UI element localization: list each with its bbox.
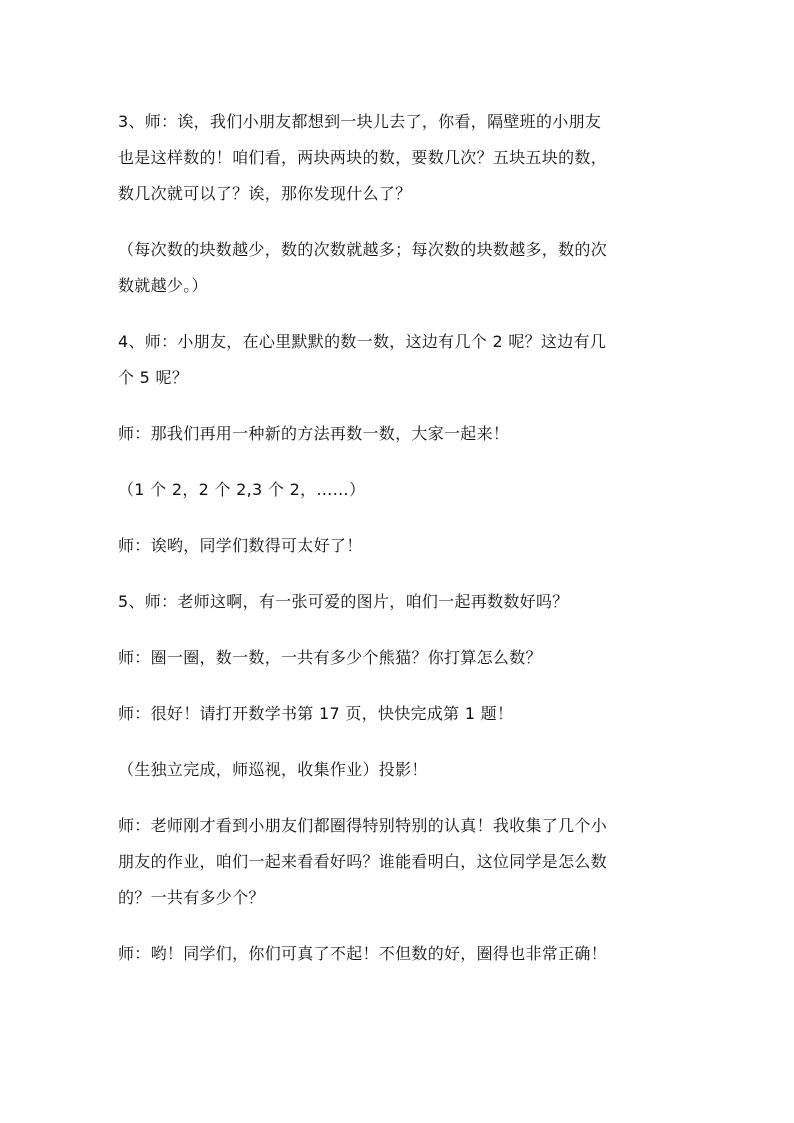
text-line: 师：那我们再用一种新的方法再数一数，大家一起来！	[118, 424, 510, 443]
text-line: 数就越少。）	[118, 276, 208, 295]
paragraph-textbook	[118, 696, 683, 732]
paragraph-3-teacher-question	[118, 104, 683, 212]
text-line: 师：诶哟，同学们数得可太好了！	[118, 536, 363, 555]
text-line: 5、师：老师这啊，有一张可爱的图片，咱们一起再数数好吗？	[118, 592, 569, 611]
paragraph-student-answer	[118, 232, 683, 304]
text-line: 师：很好！请打开数学书第 17 页，快快完成第 1 题！	[118, 704, 514, 723]
text-line: （生独立完成，师巡视，收集作业）投影！	[118, 760, 428, 779]
text-line: （每次数的块数越少，数的次数就越多；每次数的块数越多，数的次	[118, 240, 608, 259]
text-line: 也是这样数的！咱们看，两块两块的数，要数几次？五块五块的数，	[118, 148, 608, 167]
text-line: 4、师：小朋友，在心里默默的数一数，这边有几个 2 呢？这边有几	[118, 332, 607, 351]
paragraph-5-picture	[118, 584, 683, 620]
paragraph-review-homework	[118, 808, 683, 916]
text-line: 师：圈一圈，数一数，一共有多少个熊猫？你打算怎么数？	[118, 648, 542, 667]
paragraph-praise	[118, 528, 683, 564]
paragraph-circle-count	[118, 640, 683, 676]
paragraph-final-praise	[118, 936, 683, 972]
text-line: 师：哟！同学们，你们可真了不起！不但数的好，圈得也非常正确！	[118, 944, 608, 963]
text-line: （1 个 2，2 个 2,3 个 2，……）	[118, 480, 366, 499]
paragraph-new-method	[118, 416, 683, 452]
paragraph-4-teacher-count	[118, 324, 683, 396]
text-line: 师：老师刚才看到小朋友们都圈得特别特别的认真！我收集了几个小	[118, 816, 608, 835]
text-line: 朋友的作业，咱们一起来看看好吗？谁能看明白，这位同学是怎么数	[118, 852, 608, 871]
text-line: 的？一共有多少个？	[118, 888, 265, 907]
paragraph-counting-sequence	[118, 472, 683, 508]
document-body	[118, 104, 683, 992]
text-line: 3、师：诶，我们小朋友都想到一块儿去了，你看，隔壁班的小朋友	[118, 112, 602, 131]
paragraph-independent-work	[118, 752, 683, 788]
text-line: 数几次就可以了？诶，那你发现什么了？	[118, 184, 412, 203]
text-line: 个 5 呢？	[118, 368, 189, 387]
